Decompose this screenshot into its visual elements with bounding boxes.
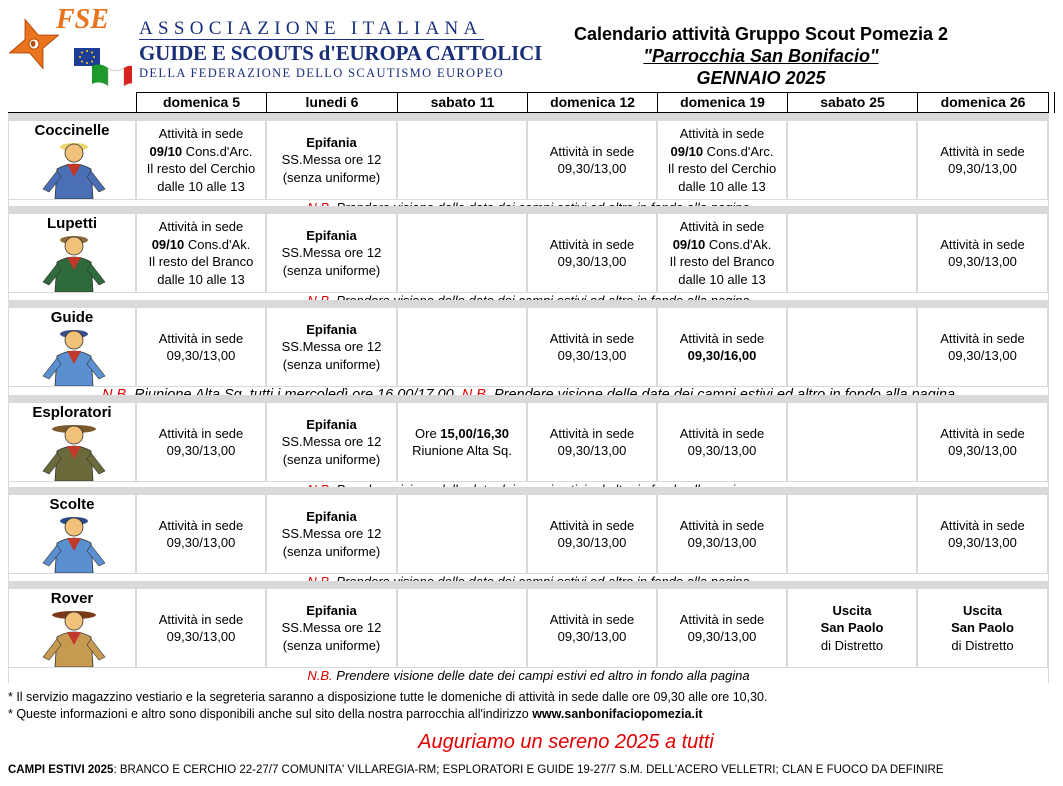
association-line-1: ASSOCIAZIONE ITALIANA — [139, 18, 483, 39]
unit-label-cell — [9, 121, 135, 199]
activity-line: 09,30/13,00 — [948, 254, 1017, 269]
unit-name: Guide — [50, 309, 94, 326]
activity-line: 09/10 Cons.d'Arc. — [670, 143, 774, 159]
activity-cell — [918, 308, 1047, 386]
activity-line: (senza uniforme) — [282, 169, 381, 185]
activity-line: 09/10 Cons.d'Ak. — [672, 236, 772, 252]
title-parish: "Parrocchia San Bonifacio" — [643, 46, 879, 66]
activity-line: Attività in sede — [549, 143, 635, 159]
activity-line: Attività in sede — [158, 425, 244, 441]
activity-cell — [267, 495, 396, 573]
activity-cell — [528, 214, 656, 292]
activity-line: Epifania — [306, 416, 357, 432]
unit-label-cell — [9, 589, 135, 667]
activity-cell — [658, 495, 786, 573]
activity-line: 09,30/13,00 — [557, 348, 627, 363]
activity-line: 09,30/13,00 — [166, 629, 236, 644]
activity-line: dalle 10 alle 13 — [678, 271, 766, 287]
activity-line: dalle 10 alle 13 — [157, 178, 245, 194]
activity-line: San Paolo — [951, 620, 1014, 636]
summer-camps-label: CAMPI ESTIVI 2025 — [8, 764, 114, 776]
activity-line: 09,30/13,00 — [687, 535, 757, 550]
activity-cell — [137, 403, 265, 481]
activity-line: Attività in sede — [940, 425, 1025, 441]
activity-cell — [137, 589, 265, 667]
fse-logo-text: FSE — [56, 4, 109, 35]
activity-line: SS.Messa ore 12 — [281, 620, 382, 636]
activity-cell — [528, 495, 656, 573]
note-text: Prendere visione delle date dei campi estivi ed altro in fondo alla pagina — [332, 668, 750, 683]
day-header: domenica 5 — [162, 94, 241, 110]
activity-line: SS.Messa ore 12 — [281, 245, 382, 261]
activity-line: (senza uniforme) — [282, 262, 381, 278]
fse-logo — [8, 6, 132, 86]
unit-name: Esploratori — [32, 404, 112, 421]
activity-line: Epifania — [306, 508, 357, 524]
activity-cell — [137, 214, 265, 292]
activity-cell — [267, 214, 396, 292]
activity-cell — [918, 589, 1047, 667]
footer-note-website — [8, 707, 703, 721]
activity-cell — [788, 403, 916, 481]
activity-cell — [528, 308, 656, 386]
activity-cell — [918, 214, 1047, 292]
activity-cell — [658, 308, 786, 386]
activity-line: Il resto del Cerchio — [667, 161, 777, 176]
activity-line: Attività in sede — [679, 126, 765, 141]
activity-line: 09,30/13,00 — [166, 348, 236, 363]
activity-line: Attività in sede — [158, 126, 244, 141]
activity-line: Attività in sede — [679, 517, 765, 533]
activity-cell — [658, 589, 786, 667]
activity-line: Uscita — [832, 602, 872, 618]
activity-cell — [788, 121, 916, 199]
activity-line: Uscita — [962, 602, 1003, 618]
scout-figure-icon — [19, 324, 129, 386]
activity-line: Epifania — [306, 134, 357, 150]
activity-cell — [137, 495, 265, 573]
scout-figure-icon — [19, 605, 129, 667]
website-link[interactable]: www.sanbonifaciopomezia.it — [532, 707, 703, 721]
scout-figure-icon — [19, 511, 129, 573]
day-header: domenica 12 — [550, 94, 635, 110]
activity-cell — [267, 589, 396, 667]
unit-name: Lupetti — [47, 215, 97, 232]
activity-cell — [267, 121, 396, 199]
activity-cell — [398, 495, 526, 573]
day-header: domenica 19 — [680, 94, 765, 110]
activity-cell — [658, 403, 786, 481]
activity-line: Attività in sede — [679, 219, 765, 234]
unit-note — [9, 668, 1048, 684]
unit-name: Coccinelle — [34, 122, 110, 139]
activity-cell — [398, 121, 526, 199]
activity-cell — [788, 308, 916, 386]
activity-line: dalle 10 alle 13 — [678, 178, 766, 194]
activity-line: Ore 15,00/16,30 — [415, 425, 509, 441]
title-month: GENNAIO 2025 — [696, 68, 826, 88]
activity-line: Attività in sede — [158, 330, 244, 346]
activity-line: 09,30/13,00 — [948, 443, 1017, 458]
unit-name: Scolte — [49, 496, 95, 513]
unit-label-cell — [9, 308, 135, 386]
activity-cell — [528, 589, 656, 667]
activity-line: 09,30/13,00 — [948, 348, 1017, 363]
header-col-line — [1054, 92, 1055, 113]
activity-cell — [267, 403, 396, 481]
unit-name: Rover — [50, 590, 94, 607]
new-year-wish: Auguriamo un sereno 2025 a tutti — [418, 731, 714, 753]
activity-line: Attività in sede — [549, 611, 635, 627]
activity-line: 09/10 Cons.d'Ak. — [151, 236, 251, 252]
calendar-title — [536, 24, 986, 89]
activity-line: di Distretto — [951, 637, 1014, 653]
activity-line: Attività in sede — [549, 425, 635, 441]
activity-line: Epifania — [306, 227, 357, 243]
activity-line: Attività in sede — [679, 330, 765, 346]
scout-figure-icon — [19, 137, 129, 199]
header-col-line — [1048, 92, 1049, 113]
activity-line: 09/10 Cons.d'Arc. — [149, 143, 253, 159]
activity-line: (senza uniforme) — [282, 356, 381, 372]
activity-line: SS.Messa ore 12 — [281, 152, 382, 168]
summer-camps-text: : BRANCO E CERCHIO 22-27/7 COMUNITA' VILLAREGIA-RM; ESPLORATORI E GUIDE 19-27/7 S.M. DELL'ACERO VELLETRI; CLAN E FUOCO DA DEFINIRE — [113, 764, 944, 776]
activity-line: Epifania — [306, 602, 357, 618]
activity-line: 09,30/13,00 — [166, 535, 236, 550]
summer-camps-info — [8, 764, 944, 776]
activity-cell — [137, 308, 265, 386]
activity-line: Attività in sede — [940, 143, 1025, 159]
activity-line: Attività in sede — [549, 517, 635, 533]
activity-line: 09,30/13,00 — [557, 254, 627, 269]
activity-line: 09,30/13,00 — [687, 629, 757, 644]
day-header: sabato 25 — [820, 94, 885, 110]
activity-line: 09,30/16,00 — [687, 348, 757, 363]
activity-line: 09,30/13,00 — [557, 535, 627, 550]
activity-line: Attività in sede — [158, 517, 244, 533]
unit-label-cell — [9, 495, 135, 573]
activity-line: SS.Messa ore 12 — [281, 339, 382, 355]
activity-cell — [398, 589, 526, 667]
activity-line: Epifania — [306, 321, 357, 337]
activity-line: SS.Messa ore 12 — [281, 526, 382, 542]
activity-line: Attività in sede — [679, 611, 765, 627]
activity-cell — [918, 495, 1047, 573]
scout-figure-icon — [19, 419, 129, 481]
scout-figure-icon — [19, 230, 129, 292]
activity-line: dalle 10 alle 13 — [157, 271, 245, 287]
activity-line: Attività in sede — [549, 330, 635, 346]
activity-cell — [398, 308, 526, 386]
activity-line: (senza uniforme) — [282, 637, 381, 653]
activity-cell — [788, 214, 916, 292]
activity-line: Riunione Alta Sq. — [412, 443, 512, 458]
activity-line: Attività in sede — [158, 219, 244, 234]
nb-marker: N.B. — [307, 668, 333, 683]
footer-note-warehouse: * Il servizio magazzino vestiario e la segreteria saranno a disposizione tutte le domeniche di attività in sede dalle ore 09,30 alle ore 10,30. — [8, 690, 768, 704]
activity-line: Il resto del Cerchio — [146, 161, 256, 176]
activity-cell — [918, 403, 1047, 481]
activity-line: SS.Messa ore 12 — [281, 434, 382, 450]
activity-line: Attività in sede — [679, 425, 765, 441]
day-header: sabato 11 — [430, 94, 495, 110]
activity-cell — [398, 403, 526, 481]
activity-line: Attività in sede — [940, 330, 1025, 346]
day-header: domenica 26 — [940, 94, 1026, 110]
activity-cell — [918, 121, 1047, 199]
activity-cell — [398, 214, 526, 292]
activity-line: Il resto del Branco — [148, 254, 254, 269]
association-line-2: GUIDE E SCOUTS d'EUROPA CATTOLICI — [139, 41, 543, 65]
activity-line: Attività in sede — [549, 236, 635, 252]
activity-line: Il resto del Branco — [669, 254, 775, 269]
activity-line: 09,30/13,00 — [557, 629, 627, 644]
activity-line: 09,30/13,00 — [166, 443, 236, 458]
activity-cell — [528, 403, 656, 481]
activity-cell — [658, 121, 786, 199]
unit-label-cell — [9, 403, 135, 481]
activity-line: 09,30/13,00 — [557, 443, 627, 458]
unit-label-cell — [9, 214, 135, 292]
footer-website-text: * Queste informazioni e altro sono disponibili anche sul sito della nostra parrocchia all'indirizzo — [8, 707, 533, 721]
activity-line: di Distretto — [820, 637, 884, 653]
association-line-3: DELLA FEDERAZIONE DELLO SCAUTISMO EUROPEO — [139, 66, 505, 80]
activity-line: (senza uniforme) — [282, 451, 381, 467]
association-name — [139, 18, 543, 81]
activity-line: 09,30/13,00 — [687, 443, 757, 458]
activity-line: (senza uniforme) — [282, 543, 381, 559]
activity-line: Attività in sede — [940, 236, 1025, 252]
activity-cell — [137, 121, 265, 199]
activity-line: 09,30/13,00 — [557, 161, 627, 176]
activity-line: 09,30/13,00 — [948, 161, 1017, 176]
activity-cell — [528, 121, 656, 199]
title-group: Calendario attività Gruppo Scout Pomezia 2 — [573, 24, 949, 44]
day-header: lunedi 6 — [305, 94, 359, 110]
activity-cell — [788, 589, 916, 667]
activity-cell — [788, 495, 916, 573]
activity-line: 09,30/13,00 — [948, 535, 1017, 550]
activity-line: Attività in sede — [940, 517, 1025, 533]
activity-cell — [267, 308, 396, 386]
activity-cell — [658, 214, 786, 292]
activity-line: San Paolo — [820, 620, 884, 636]
activity-line: Attività in sede — [158, 611, 244, 627]
